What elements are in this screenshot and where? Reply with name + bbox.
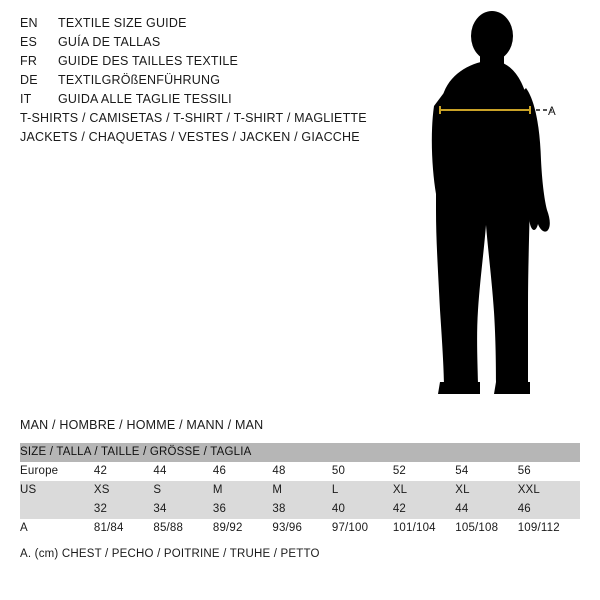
chest-measure-label: A [548, 106, 557, 118]
cell-value: 48 [272, 462, 332, 481]
cell-value: L [332, 481, 393, 500]
row-label: Europe [20, 462, 94, 481]
table-row [20, 500, 580, 519]
cell-value: 109/112 [518, 519, 580, 538]
cell-value: M [272, 481, 332, 500]
cell-value: 101/104 [393, 519, 455, 538]
cell-value: 54 [455, 462, 517, 481]
cell-value: 93/96 [272, 519, 332, 538]
language-code: FR [20, 54, 38, 68]
cell-value: 40 [332, 500, 393, 519]
silhouette-body-shape [432, 11, 550, 394]
table-title-man: MAN / HOMBRE / HOMME / MANN / MAN [20, 418, 264, 432]
cell-value: 44 [153, 462, 213, 481]
cell-value: 89/92 [213, 519, 273, 538]
cell-value: 56 [518, 462, 580, 481]
language-title: GUIDA ALLE TAGLIE TESSILI [58, 92, 232, 106]
garment-category-list [20, 111, 420, 149]
language-title: GUIDE DES TAILLES TEXTILE [58, 54, 239, 68]
language-code: IT [20, 92, 32, 106]
category-jackets: JACKETS / CHAQUETAS / VESTES / JACKEN / GIACCHE [20, 130, 360, 144]
table-header-label: SIZE / TALLA / TAILLE / GRÖSSE / TAGLIA [20, 443, 580, 462]
language-title: TEXTILE SIZE GUIDE [58, 16, 187, 30]
cell-value: XL [455, 481, 517, 500]
language-title: TEXTILGRÖßENFÜHRUNG [58, 73, 221, 87]
cell-value: M [213, 481, 273, 500]
cell-value: 52 [393, 462, 455, 481]
table-header-row [20, 443, 580, 462]
cell-value: 46 [518, 500, 580, 519]
cell-value: 36 [213, 500, 273, 519]
cell-value: 38 [272, 500, 332, 519]
row-label: US [20, 481, 94, 500]
language-row [20, 73, 380, 92]
cell-value: 42 [94, 462, 154, 481]
row-label: A [20, 519, 94, 538]
category-tshirts: T-SHIRTS / CAMISETAS / T-SHIRT / T-SHIRT / MAGLIETTE [20, 111, 367, 125]
table-row [20, 481, 580, 500]
male-silhouette-illustration [400, 10, 600, 400]
language-code: EN [20, 16, 38, 30]
cell-value: 105/108 [455, 519, 517, 538]
footer-note: A. (cm) CHEST / PECHO / POITRINE / TRUHE / PETTO [20, 548, 320, 560]
language-row [20, 92, 380, 111]
language-list [20, 16, 380, 111]
cell-value: S [153, 481, 213, 500]
language-row [20, 54, 380, 73]
cell-value: 81/84 [94, 519, 154, 538]
table-row [20, 519, 580, 538]
cell-value: 97/100 [332, 519, 393, 538]
cell-value: 44 [455, 500, 517, 519]
cell-value: 42 [393, 500, 455, 519]
cell-value: XL [393, 481, 455, 500]
cell-value: 32 [94, 500, 154, 519]
cell-value: 50 [332, 462, 393, 481]
language-row [20, 16, 380, 35]
language-code: DE [20, 73, 38, 87]
cell-value: XXL [518, 481, 580, 500]
table-row [20, 462, 580, 481]
language-title: GUÍA DE TALLAS [58, 35, 161, 49]
language-code: ES [20, 35, 38, 49]
language-row [20, 35, 380, 54]
cell-value: 34 [153, 500, 213, 519]
size-table [20, 443, 580, 538]
cell-value: 85/88 [153, 519, 213, 538]
row-label [20, 500, 94, 519]
cell-value: 46 [213, 462, 273, 481]
cell-value: XS [94, 481, 154, 500]
